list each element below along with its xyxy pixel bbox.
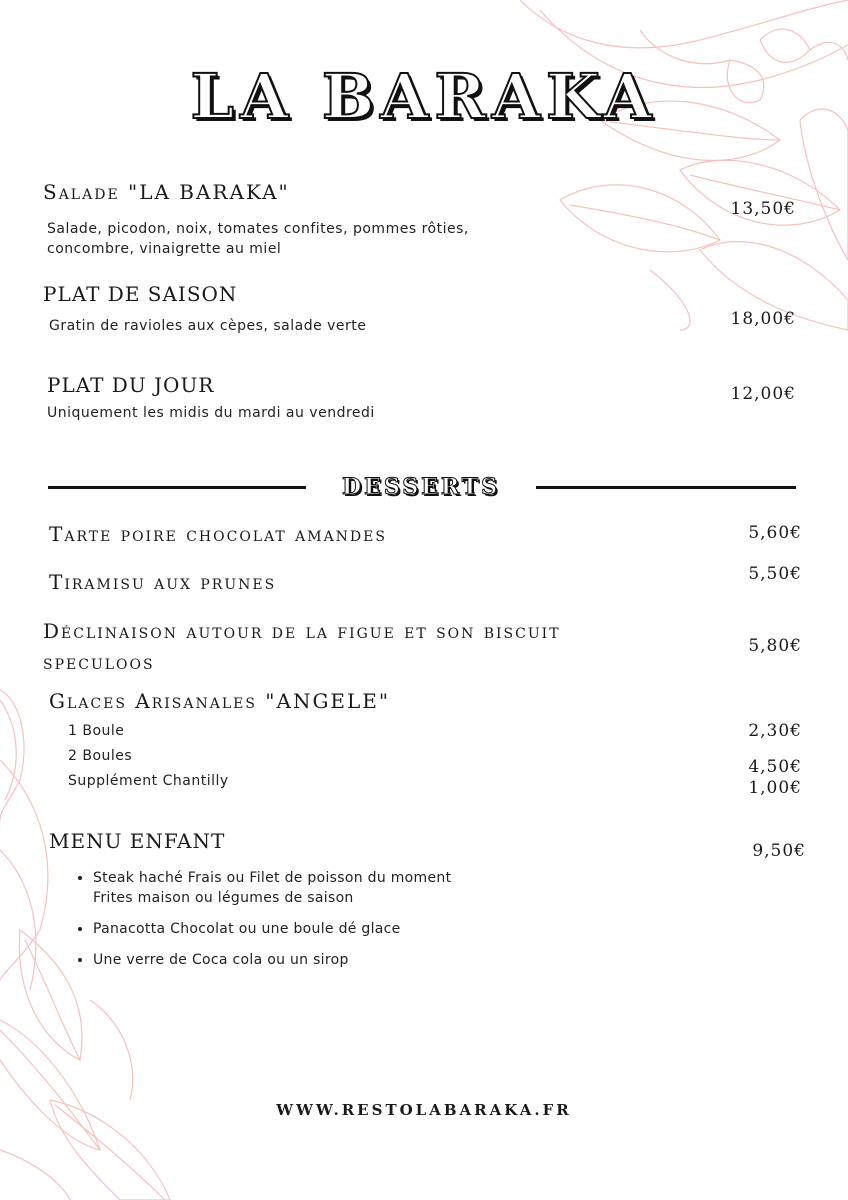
list-item bbox=[93, 950, 533, 970]
salade-desc: Salade, picodon, noix, tomates confites, pommes rôties, concombre, vinaigrette au miel bbox=[47, 221, 469, 257]
enfant-item-1-line1: Steak haché Frais ou Filet de poisson du moment bbox=[93, 870, 452, 886]
dessert-tarte-price: 5,60€ bbox=[748, 523, 802, 543]
glaces-name: Glaces Arisanales "ANGELE" bbox=[49, 689, 391, 713]
dessert-tiramisu-name: Tiramisu aux prunes bbox=[49, 570, 277, 594]
plat-saison-name: PLAT DE SAISON bbox=[43, 282, 238, 306]
dessert-figue-name-cont: speculoos bbox=[43, 650, 155, 674]
glace-option-1: 1 Boule bbox=[68, 723, 125, 739]
plat-jour-desc: Uniquement les midis du mardi au vendredi bbox=[47, 405, 375, 421]
glace-option-3-price: 1,00€ bbox=[748, 778, 802, 798]
divider-right bbox=[536, 486, 796, 489]
glace-option-2-price: 4,50€ bbox=[748, 757, 802, 777]
dessert-figue-price: 5,80€ bbox=[748, 636, 802, 656]
plat-jour-price: 12,00€ bbox=[730, 384, 796, 404]
menu-enfant-list bbox=[71, 868, 533, 981]
menu-enfant-price: 9,50€ bbox=[752, 841, 806, 861]
dessert-tarte-name: Tarte poire chocolat amandes bbox=[49, 522, 387, 546]
dessert-figue-name: Déclinaison autour de la figue et son biscuit bbox=[43, 619, 561, 643]
glace-option-3: Supplément Chantilly bbox=[68, 773, 229, 789]
plat-saison-desc: Gratin de ravioles aux cèpes, salade verte bbox=[49, 318, 367, 334]
glace-option-2: 2 Boules bbox=[68, 748, 133, 764]
enfant-item-1-line2: Frites maison ou légumes de saison bbox=[93, 890, 354, 906]
divider-left bbox=[48, 486, 306, 489]
plat-saison-price: 18,00€ bbox=[730, 309, 796, 329]
plat-jour-name: PLAT DU JOUR bbox=[47, 373, 215, 397]
salade-name: Salade "LA BARAKA" bbox=[43, 180, 290, 204]
menu-enfant-name: MENU ENFANT bbox=[49, 829, 226, 853]
glace-option-1-price: 2,30€ bbox=[748, 721, 802, 741]
website-url[interactable]: WWW.RESTOLABARAKA.FR bbox=[276, 1101, 572, 1119]
enfant-item-2: Panacotta Chocolat ou une boule dé glace bbox=[93, 921, 401, 937]
enfant-item-3: Une verre de Coca cola ou un sirop bbox=[93, 952, 349, 968]
restaurant-title: LA BARAKA bbox=[190, 60, 658, 133]
desserts-title: DESSERTS bbox=[341, 474, 501, 500]
list-item bbox=[93, 868, 533, 908]
list-item bbox=[93, 919, 533, 939]
dessert-tiramisu-price: 5,50€ bbox=[748, 564, 802, 584]
salade-price: 13,50€ bbox=[730, 199, 796, 219]
